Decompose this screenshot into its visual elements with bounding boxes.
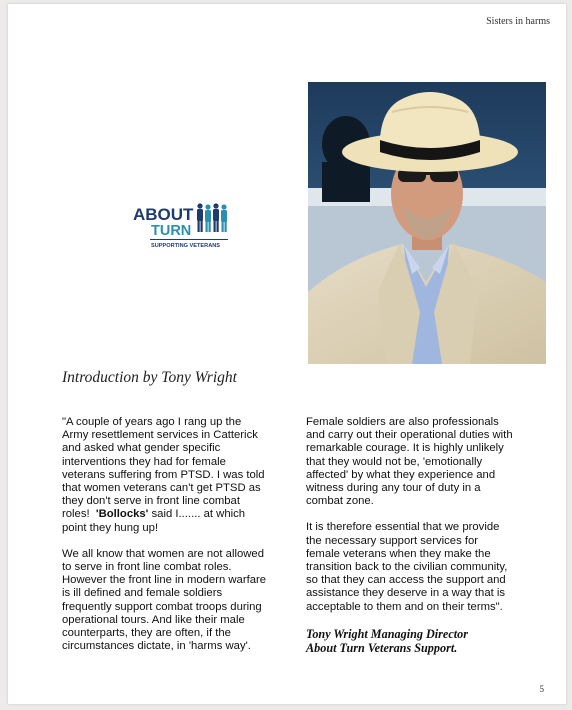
text-line: However the front line in modern warfare	[62, 574, 267, 587]
text-line: and asked what gender specific	[62, 442, 221, 455]
text-fragment: roles!	[62, 508, 90, 521]
signature-name: Tony Wright Managing Director	[306, 626, 468, 641]
text-line: is ill defined and female soldiers	[62, 587, 223, 600]
left-column	[62, 416, 294, 666]
logo-word-about: ABOUT	[133, 205, 194, 224]
paragraph	[306, 416, 538, 508]
text-line: circumstances dictate, in 'harms way'.	[62, 640, 251, 653]
text-line: that women veterans can't get PTSD as	[62, 482, 261, 495]
text-line: It is therefore essential that we provide	[306, 521, 500, 534]
text-line: transition back to the civilian community,	[306, 561, 508, 574]
text-line: Army resettlement services in Catterick	[62, 429, 258, 442]
signature-organisation: About Turn Veterans Support.	[306, 640, 458, 655]
paragraph	[62, 548, 294, 654]
soldier-silhouettes-icon	[197, 203, 227, 232]
text-line: "A couple of years ago I rang up the	[62, 416, 242, 428]
logo-tagline: SUPPORTING VETERANS	[151, 243, 220, 249]
text-line: counterparts, they are often, if the	[62, 627, 231, 640]
right-column	[306, 416, 538, 655]
text-line: so that they can access the support and	[306, 574, 506, 587]
text-line: acceptable to them and on their terms".	[306, 600, 503, 613]
text-line: We all know that women are not allowed	[62, 547, 264, 560]
text-line: operational tours. And like their male	[62, 613, 245, 626]
paragraph	[62, 416, 294, 535]
page-number: 5	[539, 684, 544, 694]
text-line: to serve in front line combat roles.	[62, 561, 232, 574]
text-line: Female soldiers are also professionals	[306, 416, 499, 428]
text-line: affected' by what they experience and	[306, 468, 496, 481]
about-turn-logo	[130, 200, 240, 252]
text-line: the necessary support services for	[306, 534, 479, 547]
text-line: they don't serve in front line combat	[62, 495, 240, 508]
portrait-photo	[308, 82, 546, 364]
text-line: that they would not be, 'emotionally	[306, 455, 483, 468]
logo-word-turn: TURN	[151, 223, 192, 239]
text-line	[62, 508, 294, 521]
document-page	[8, 4, 566, 704]
running-head: Sisters in harms	[486, 16, 550, 27]
text-line: veterans suffering from PTSD. I was told	[62, 468, 265, 481]
text-line: combat zone.	[306, 495, 374, 508]
introduction-heading: Introduction by Tony Wright	[62, 369, 237, 386]
text-line: witness during any tour of duty in a	[306, 482, 481, 495]
text-line: point they hung up!	[62, 521, 159, 534]
emphasis-text: 'Bollocks'	[95, 508, 149, 521]
text-line: interventions they had for female	[62, 455, 226, 468]
paragraph	[306, 521, 538, 613]
text-fragment: said I....... at which	[151, 508, 246, 521]
signature-block	[306, 627, 538, 655]
text-line: and carry out their operational duties with	[306, 429, 513, 442]
text-line: female veterans when they make the	[306, 547, 491, 560]
text-line: remarkable courage. It is highly unlikely	[306, 442, 504, 455]
portrait-illustration	[308, 82, 546, 364]
text-line: frequently support combat troops during	[62, 600, 262, 613]
text-line: assistance they deserve in a way that is	[306, 587, 506, 600]
about-turn-logo-graphic	[130, 200, 240, 252]
